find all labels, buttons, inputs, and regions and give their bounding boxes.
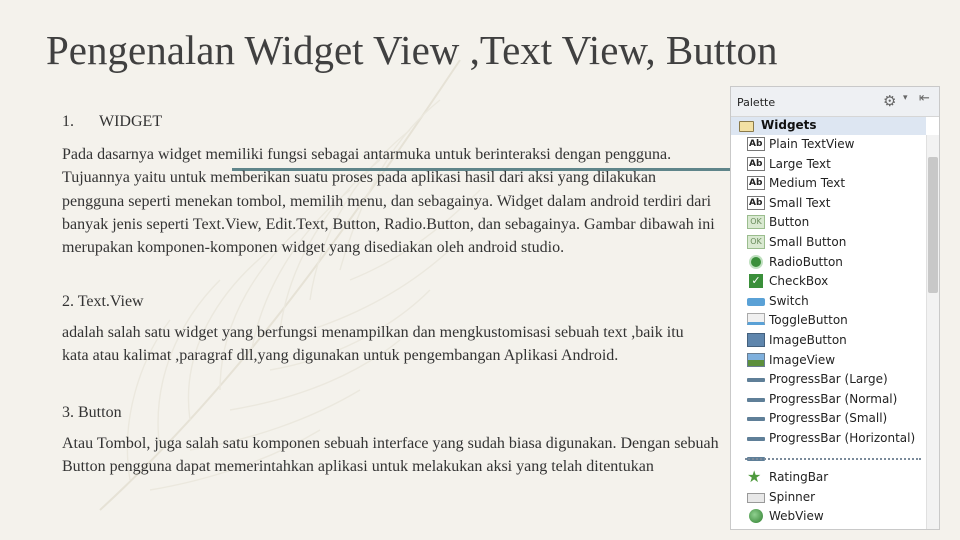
progress-bar-icon	[747, 417, 765, 421]
palette-item-label: Small Button	[769, 234, 847, 249]
hide-panel-icon[interactable]: ⇤	[919, 91, 930, 106]
palette-item-label: ImageView	[769, 352, 836, 367]
palette-item[interactable]	[731, 351, 926, 371]
palette-panel	[730, 86, 940, 530]
palette-title: Palette	[737, 96, 776, 109]
ok-button-icon: OK	[747, 235, 765, 249]
ok-button-icon: OK	[747, 215, 765, 229]
radio-icon	[749, 255, 763, 269]
palette-item-label: Button	[769, 215, 810, 230]
palette-item[interactable]	[731, 507, 926, 527]
section-1-number: 1.	[62, 113, 74, 130]
palette-item[interactable]	[731, 370, 926, 390]
palette-item[interactable]	[731, 468, 926, 488]
palette-item[interactable]	[731, 331, 926, 351]
palette-item-label: Small Text	[769, 195, 831, 210]
palette-item-label: Spinner	[769, 489, 816, 504]
palette-item[interactable]	[731, 390, 926, 410]
section-1-body: Pada dasarnya widget memiliki fungsi sebagai antarmuka untuk berinteraksi dengan pengguna. Tujuannya yaitu untuk memberikan suatu proses pada aplikasi hasil dari aksi yang dilakukan pengguna seperti menekan tombol, memilih menu, dan sebagainya. Widget dalam android terdiri dari banyak jenis seperti Text.View, Edit.Text, Button, Radio.Button, dan sebagainya. Gambar dibawah ini merupakan komponen-komponen widget yang disediakan oleh android studio.	[62, 146, 715, 257]
palette-item[interactable]	[731, 213, 926, 233]
palette-item[interactable]	[731, 409, 926, 429]
slide-title: Pengenalan Widget View ,Text View, Button	[46, 27, 778, 73]
section-2-body: adalah salah satu widget yang berfungsi menampilkan dan mengkustomisasi sebuah text ,baik itu kata atau kalimat ,paragraf dll,yang digunakan untuk pengembangan Aplikasi Android.	[62, 324, 684, 365]
list-overflow-marker	[745, 458, 921, 461]
palette-item-label: Plain TextView	[769, 137, 855, 151]
palette-item[interactable]	[731, 488, 926, 508]
palette-item[interactable]	[731, 292, 926, 312]
palette-item[interactable]	[731, 174, 926, 194]
palette-item[interactable]	[731, 135, 926, 155]
palette-item-label: Switch	[769, 293, 809, 308]
palette-item-label: ImageButton	[769, 332, 847, 347]
ab-text-icon: Ab	[747, 137, 765, 151]
gear-icon[interactable]: ⚙	[883, 92, 897, 110]
palette-item-label: ToggleButton	[769, 313, 848, 328]
palette-item-label: ProgressBar (Large)	[769, 372, 888, 387]
palette-item-label: RadioButton	[769, 254, 843, 269]
folder-icon	[739, 121, 754, 132]
palette-item-label: WebView	[769, 509, 824, 524]
palette-item-label: ProgressBar (Small)	[769, 411, 888, 426]
palette-item-label: ProgressBar (Horizontal)	[769, 430, 916, 445]
palette-item[interactable]	[731, 194, 926, 214]
section-3-heading: 3. Button	[62, 404, 122, 421]
section-1-title: WIDGET	[99, 113, 163, 130]
palette-item[interactable]	[731, 233, 926, 253]
globe-icon	[749, 509, 763, 523]
switch-icon	[747, 298, 765, 306]
checkbox-icon: ✓	[749, 274, 763, 288]
palette-item[interactable]	[731, 311, 926, 331]
section-1-heading	[62, 110, 162, 133]
image-view-icon	[747, 353, 765, 367]
palette-item-label: CheckBox	[769, 274, 829, 289]
widgets-group[interactable]	[731, 117, 926, 135]
palette-item-label: Large Text	[769, 156, 831, 171]
palette-item-label: Medium Text	[769, 176, 846, 191]
palette-item[interactable]	[731, 429, 926, 449]
ab-text-icon: Ab	[747, 196, 765, 210]
progress-bar-icon	[747, 398, 765, 402]
star-icon: ★	[747, 467, 762, 487]
spinner-icon	[747, 493, 765, 503]
scrollbar-thumb[interactable]	[928, 157, 938, 293]
progress-bar-icon	[747, 378, 765, 382]
image-button-icon	[747, 333, 765, 347]
dropdown-arrow-icon[interactable]: ▾	[903, 93, 908, 103]
section-2-heading: 2. Text.View	[62, 293, 144, 310]
palette-item[interactable]	[731, 253, 926, 273]
palette-item-label: ProgressBar (Normal)	[769, 391, 898, 406]
palette-item[interactable]	[731, 155, 926, 175]
palette-item-label: RatingBar	[769, 470, 829, 485]
section-3-body: Atau Tombol, juga salah satu komponen sebuah interface yang sudah biasa digunakan. Dengan sebuah Button pengguna dapat memerintahkan aplikasi untuk melakukan aksi yang telah ditentukan	[62, 435, 719, 476]
ab-text-icon: Ab	[747, 157, 765, 171]
ab-text-icon: Ab	[747, 176, 765, 190]
toggle-icon	[747, 313, 765, 325]
palette-item-list	[731, 135, 926, 527]
widgets-group-label: Widgets	[761, 118, 817, 132]
progress-bar-icon	[747, 437, 765, 441]
palette-header	[731, 87, 939, 117]
palette-item[interactable]	[731, 272, 926, 292]
